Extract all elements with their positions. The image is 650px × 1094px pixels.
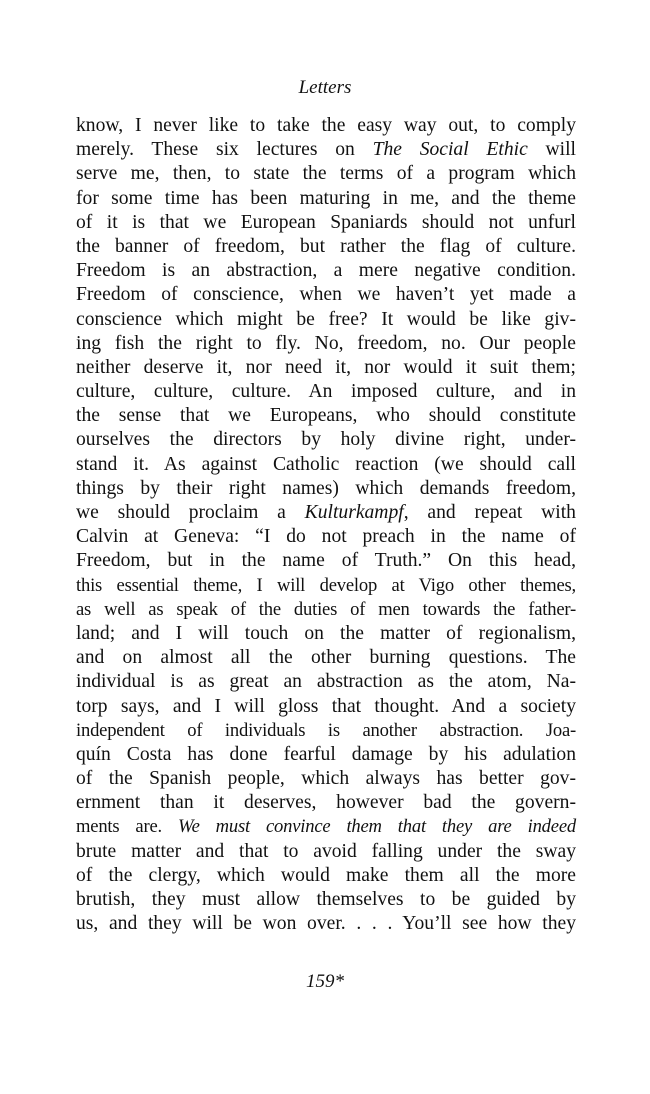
text-line: ernment than it deserves, however bad the govern-: [76, 792, 576, 814]
text-line: for some time has been maturing in me, and the theme: [76, 187, 576, 209]
text-line: brute matter and that to avoid falling under the sway: [76, 840, 576, 862]
text-line: merely. These six lectures on The Social Ethic will: [76, 139, 576, 161]
text-line: of the Spanish people, which always has better gov-: [76, 768, 576, 790]
running-head: Letters: [298, 77, 352, 98]
text-line: conscience which might be free? It would be like giv-: [76, 308, 576, 330]
text-line: brutish, they must allow themselves to be guided by: [76, 889, 576, 910]
text-line: Freedom is an abstraction, a mere negative condition.: [76, 260, 576, 282]
text-line: ourselves the directors by holy divine right, under-: [76, 429, 576, 451]
text-line: know, I never like to take the easy way out, to comply: [76, 115, 576, 136]
text-line: ing fish the right to fly. No, freedom, no. Our people: [76, 332, 576, 354]
text-line: things by their right names) which demands freedom,: [76, 477, 576, 499]
text-line: culture, culture, culture. An imposed culture, and in: [76, 381, 576, 403]
text-line: ments are. We must convince them that they are indeed: [76, 816, 576, 838]
text-line: Freedom of conscience, when we haven’t yet made a: [76, 284, 576, 306]
page-number: 159*: [306, 971, 344, 992]
text-line: and on almost all the other burning questions. The: [76, 647, 576, 669]
text-line: stand it. As against Catholic reaction (we should call: [76, 453, 576, 475]
text-line: independent of individuals is another abstraction. Joa-: [76, 719, 576, 741]
text-line: we should proclaim a Kulturkampf, and repeat with: [76, 502, 576, 523]
italic-term: The Social Ethic: [372, 139, 528, 161]
text-line: Freedom, but in the name of Truth.” On this head,: [76, 550, 576, 572]
text-line: this essential theme, I will develop at Vigo other themes,: [76, 574, 576, 596]
text-line: of it is that we European Spaniards should not unfurl: [76, 211, 576, 233]
text-line: land; and I will touch on the matter of regionalism,: [76, 622, 576, 644]
text-line: the banner of freedom, but rather the flag of culture.: [76, 235, 576, 257]
text-line: neither deserve it, nor need it, nor would it suit them;: [76, 356, 576, 378]
text-line: of the clergy, which would make them all the more: [76, 864, 576, 886]
text-line: the sense that we Europeans, who should constitute: [76, 405, 576, 427]
text-line: as well as speak of the duties of men towards the father-: [76, 598, 576, 620]
text-line: torp says, and I will gloss that thought. And a society: [76, 695, 576, 717]
text-line: individual is as great an abstraction as the atom, Na-: [76, 671, 576, 693]
text-line: us, and they will be won over. . . . You’ll see how they: [76, 913, 576, 935]
body-text: [76, 114, 576, 936]
italic-term: Kulturkampf: [304, 502, 404, 523]
text-line: serve me, then, to state the terms of a program which: [76, 163, 576, 185]
text-line: Calvin at Geneva: “I do not preach in the name of: [76, 526, 576, 548]
text-line: quín Costa has done fearful damage by his adulation: [76, 743, 576, 765]
italic-term: We must convince them that they are indeed: [177, 816, 576, 838]
